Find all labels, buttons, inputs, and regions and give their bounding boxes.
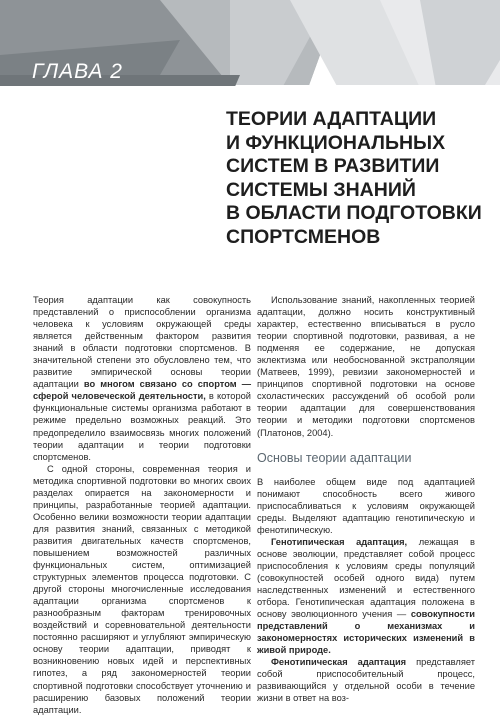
paragraph xyxy=(257,656,475,704)
title-line: И ФУНКЦИОНАЛЬНЫХ xyxy=(226,131,446,154)
paragraph-text: Теория адаптации как совокупность представлений о приспособлении организма человека к условиям окружающей среды является действенным фактором развития знаний в области подготовки спортсменов. В значительной степени это обусловлено тем, что развитие эмпирической основы теории адаптации xyxy=(33,295,251,390)
section-subheading: Основы теории адаптации xyxy=(257,450,412,465)
paragraph: В наиболее общем виде под адаптацией понимают способность всего живого приспосабливаться к условиям окружающей среды. Выделяют адаптацию генотипическую и фенотипическую. xyxy=(257,476,475,535)
title-line: ТЕОРИИ АДАПТАЦИИ xyxy=(226,108,437,130)
paragraph-text: представляет собой приспособительный процесс, развивающийся у отдельной особи в течение жизни в ответ на воз- xyxy=(257,657,475,704)
paragraph-text: лежащая в основе эволюции, представляет собой процесс приспособления к условиям среды популяций (совокупностей особей одного вида) путем наследственных изменений и естественного отбора. Генотипическая адаптация положена в основу эволюционного учения — xyxy=(257,536,475,620)
bold-phrase: во многом связано со спортом — сферой человеческой деятельности, xyxy=(33,379,251,402)
title-line: В ОБЛАСТИ ПОДГОТОВКИ xyxy=(226,202,482,224)
chapter-title xyxy=(226,108,486,249)
title-line: СПОРТСМЕНОВ xyxy=(226,225,381,248)
term: Генотипическая адаптация, xyxy=(271,536,408,547)
paragraph-text: в которой функциональные системы организма работают в режиме предельно возможных реакций. Это предопределило взаимосвязь многих положений теории адаптации и теории подготовки спортсменов. xyxy=(33,391,251,462)
bold-phrase: совокупности представлений о механизмах и закономерностях исторических изменений в живой природе. xyxy=(257,609,475,656)
term: Фенотипическая адаптация xyxy=(271,657,407,668)
title-line: СИСТЕМЫ ЗНАНИЙ xyxy=(226,178,416,201)
paragraph xyxy=(33,294,251,463)
paragraph: С одной стороны, современная теория и методика спортивной подготовки во многих своих разделах опирается на закономерности и принципы, разработанные теорией адаптации. Особенно велики возможности теории адаптации для развития знаний, связанных с методикой развития двигательных качеств спортсменов, повышением возможностей различных функциональных систем, оптимизацией структурных элементов процесса подготовки. С другой стороны многочисленные исследования адаптации организма спортсменов к разнообразным факторам тренировочных воздействий и соревновательной деятельности постоянно расширяют и углубляют эмпирическую основу теории адаптации, приводят к возникновению новых идей и перспективных гипотез, а ряд закономерностей теории спортивной подготовки способствует уточнению и расширению базовых положений теории адаптации. xyxy=(33,463,251,715)
chapter-header-banner xyxy=(0,0,500,110)
chapter-label: ГЛАВА 2 xyxy=(32,60,123,83)
left-column xyxy=(33,294,251,716)
title-line: СИСТЕМ В РАЗВИТИИ xyxy=(226,155,440,177)
paragraph: Использование знаний, накопленных теорией адаптации, должно носить конструктивный характер, естественно вписываться в русло теории спортивной подготовки, развивая, а не подменяя ее содержание, не допуская эклектизма или необоснованной экстраполяции (Матвеев, 1999), ревизии закономерностей и принципов спортивной подготовки на основе схоластических рассуждений об особой роли теории адаптации для совершенствования теории и методики подготовки спортсменов (Платонов, 2004). xyxy=(257,295,475,438)
header-graphic xyxy=(0,0,500,110)
paragraph xyxy=(257,536,475,656)
